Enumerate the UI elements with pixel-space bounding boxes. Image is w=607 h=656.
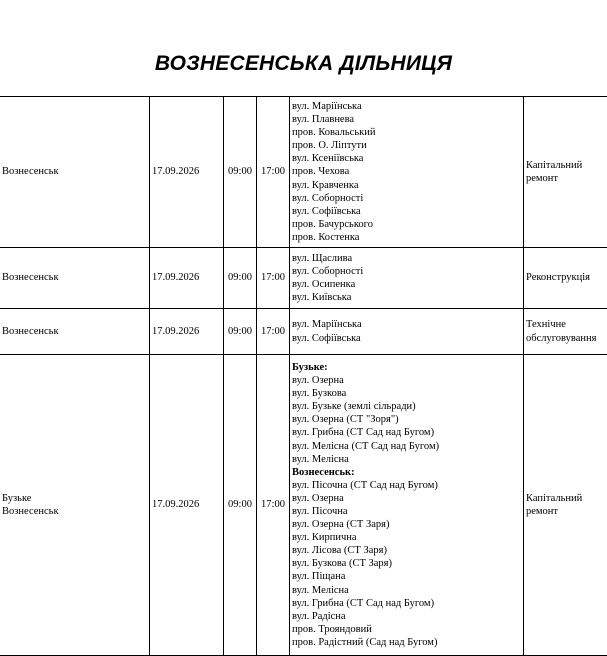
street-item: вул. Софіївська [292, 205, 521, 218]
street-item: пров. Ковальський [292, 126, 521, 139]
table-row [0, 355, 607, 656]
settlement-name: Вознесенськ [2, 325, 147, 338]
settlement-cell [0, 248, 150, 309]
table-row [0, 309, 607, 355]
end-time-cell: 17:00 [257, 97, 290, 248]
group-header: Вознесенськ: [292, 466, 521, 479]
street-item: вул. Грибна (СТ Сад над Бугом) [292, 597, 521, 610]
settlement-name: Бузьке [2, 492, 147, 505]
street-item: вул. Мелісна [292, 453, 521, 466]
street-item: вул. Озерна [292, 374, 521, 387]
street-item: вул. Кирпична [292, 531, 521, 544]
start-time-cell: 09:00 [224, 97, 257, 248]
street-item: пров. О. Ліптути [292, 139, 521, 152]
start-time-cell: 09:00 [224, 309, 257, 355]
table-row [0, 248, 607, 309]
street-item: вул. Софіївська [292, 332, 521, 345]
street-item: вул. Соборності [292, 192, 521, 205]
street-item: вул. Маріїнська [292, 100, 521, 113]
street-item: вул. Пісочна (СТ Сад над Бугом) [292, 479, 521, 492]
outage-schedule-table [0, 96, 607, 656]
street-item: вул. Соборності [292, 265, 521, 278]
street-item: вул. Озерна (СТ Заря) [292, 518, 521, 531]
settlement-cell [0, 309, 150, 355]
street-item: вул. Щаслива [292, 252, 521, 265]
settlement-name: Вознесенськ [2, 165, 147, 178]
settlement-name: Вознесенськ [2, 271, 147, 284]
page-title: ВОЗНЕСЕНСЬКА ДІЛЬНИЦЯ [0, 52, 607, 76]
streets-cell [290, 355, 524, 656]
street-item: вул. Мелісна [292, 584, 521, 597]
street-item: вул. Кравченка [292, 179, 521, 192]
streets-cell [290, 97, 524, 248]
street-item: вул. Радісна [292, 610, 521, 623]
end-time-cell: 17:00 [257, 248, 290, 309]
settlement-cell [0, 97, 150, 248]
street-item: пров. Радістний (Сад над Бугом) [292, 636, 521, 649]
street-item: вул. Плавнева [292, 113, 521, 126]
work-type-cell: Капітальний ремонт [524, 355, 607, 656]
street-item: вул. Піщана [292, 570, 521, 583]
street-item: пров. Костенка [292, 231, 521, 244]
end-time-cell: 17:00 [257, 309, 290, 355]
table-row [0, 97, 607, 248]
work-type-cell: Технічне обслуговування [524, 309, 607, 355]
date-cell: 17.09.2026 [150, 309, 224, 355]
group-header: Бузьке: [292, 361, 521, 374]
settlement-cell [0, 355, 150, 656]
work-type-cell: Реконструкція [524, 248, 607, 309]
street-item: вул. Бузкова (СТ Заря) [292, 557, 521, 570]
date-cell: 17.09.2026 [150, 248, 224, 309]
street-item: вул. Маріїнська [292, 318, 521, 331]
streets-cell [290, 248, 524, 309]
street-item: вул. Київська [292, 291, 521, 304]
street-item: вул. Бузкова [292, 387, 521, 400]
street-item: вул. Лісова (СТ Заря) [292, 544, 521, 557]
start-time-cell: 09:00 [224, 355, 257, 656]
start-time-cell: 09:00 [224, 248, 257, 309]
street-item: вул. Озерна [292, 492, 521, 505]
end-time-cell: 17:00 [257, 355, 290, 656]
settlement-name: Вознесенськ [2, 505, 147, 518]
street-item: вул. Осипенка [292, 278, 521, 291]
street-item: пров. Чехова [292, 165, 521, 178]
street-item: пров. Бачурського [292, 218, 521, 231]
street-item: вул. Ксеніївська [292, 152, 521, 165]
street-item: вул. Мелісна (СТ Сад над Бугом) [292, 440, 521, 453]
street-item: вул. Пісочна [292, 505, 521, 518]
streets-cell [290, 309, 524, 355]
street-item: вул. Грибна (СТ Сад над Бугом) [292, 426, 521, 439]
date-cell: 17.09.2026 [150, 97, 224, 248]
work-type-cell: Капітальний ремонт [524, 97, 607, 248]
street-item: вул. Озерна (СТ "Зоря") [292, 413, 521, 426]
street-item: пров. Трояндовий [292, 623, 521, 636]
date-cell: 17.09.2026 [150, 355, 224, 656]
street-item: вул. Бузьке (землі сільради) [292, 400, 521, 413]
